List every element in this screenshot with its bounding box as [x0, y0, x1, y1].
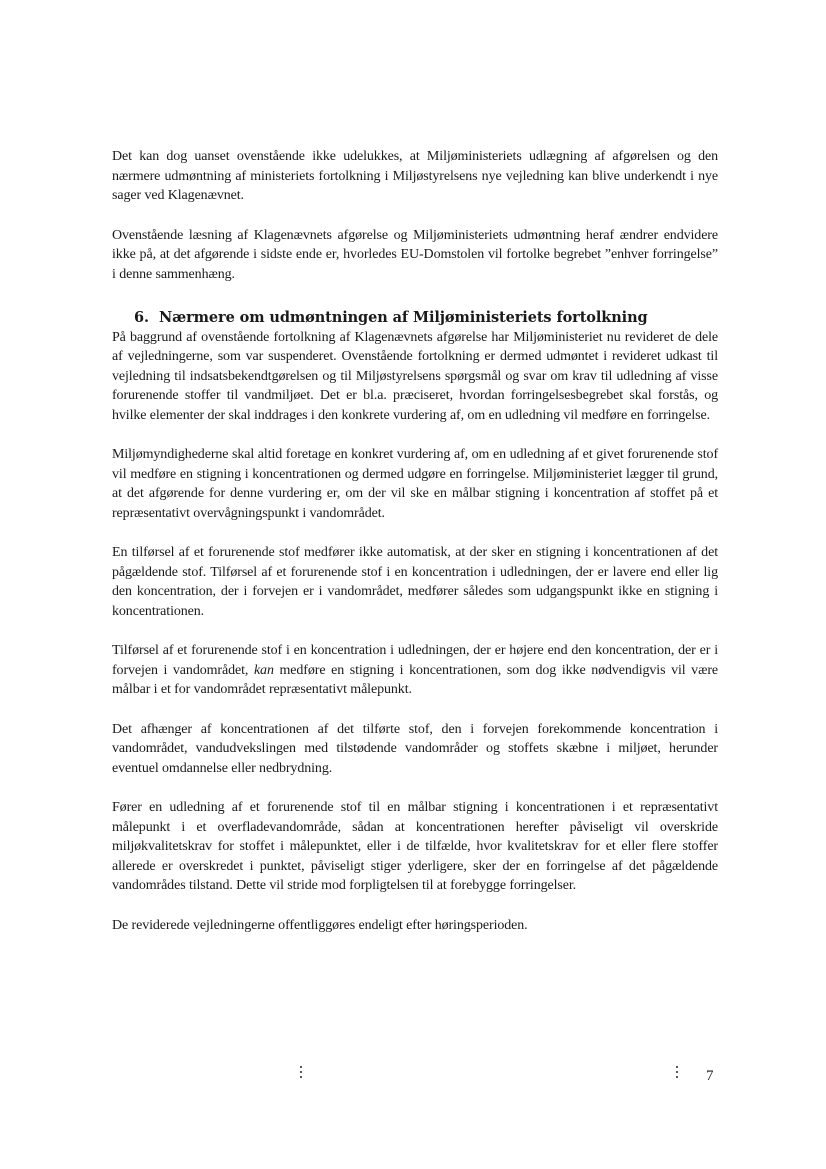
- paragraph-afhaenger: Det afhænger af koncentrationen af det tilførte stof, den i forvejen forekommende koncentration i vandområdet, vandudvekslingen med tilstødende vandområder og stoffets skæbne i miljøet, herunder eventuel omdannelse eller nedbrydning.: [112, 721, 718, 776]
- paragraph-kan-before: Tilførsel af et forurenende stof i en koncentration i udledningen, der er højere end den koncentration, der er i forvejen i vandområdet,: [112, 643, 718, 678]
- section-heading: [112, 308, 718, 328]
- scan-artifact-mark: [300, 1066, 303, 1080]
- paragraph-tilfoersel-lavere: En tilførsel af et forurenende stof medfører ikke automatisk, at der sker en stigning i koncentrationen af det pågældende stof. Tilførsel af et forurenende stof i en koncentration i udledningen, der er lavere end eller lig den koncentration, der i forvejen er i vandområdet, medfører således som udgangspunkt ikke en stigning i koncentrationen.: [112, 545, 718, 619]
- paragraph-tilfoersel-hoejere: [112, 641, 718, 700]
- page-number: 7: [706, 1068, 714, 1084]
- paragraph-konkret-vurdering: Miljømyndighederne skal altid foretage en konkret vurdering af, om en udledning af et givet forurenende stof vil medføre en stigning i koncentrationen og dermed udgøre en forringelse. Miljøministeriet lægger til grund, at det afgørende for denne vurdering er, om der vil ske en målbar stigning i koncentration af stoffet på et repræsentativt overvågningspunkt i vandområdet.: [112, 447, 718, 521]
- paragraph-klagenaevnet-underkendt: Det kan dog uanset ovenstående ikke udelukkes, at Miljøministeriets udlægning af afgørelsen og den nærmere udmøntning af ministeriets fortolkning i Miljøstyrelsens nye vejledning kan blive underkendt i nye sager ved Klagenævnet.: [112, 149, 718, 203]
- section-number: 6.: [134, 309, 149, 326]
- paragraph-eu-domstolen: Ovenstående læsning af Klagenævnets afgørelse og Miljøministeriets udmøntning heraf ændrer endvidere ikke på, at det afgørende i sidste ende er, hvorledes EU-Domstolen vil fortolke begrebet ”enhver forringelse” i denne sammenhæng.: [112, 227, 718, 282]
- paragraph-kan-after: medføre en stigning i koncentrationen, som dog ikke nødvendigvis vil være målbar i et for vandområdet repræsentativt målepunkt.: [112, 662, 718, 697]
- paragraph-revideret-vejledning: På baggrund af ovenstående fortolkning af Klagenævnets afgørelse har Miljøministeriet nu revideret de dele af vejledningerne, som var suspenderet. Ovenstående fortolkning er dermed udmøntet i revideret udkast til vejledning til indsatsbekendtgørelsen og til Miljøstyrelsens spørgsmål og svar om krav til udledning af visse forurenende stoffer til vandmiljøet. Det er bl.a. præciseret, hvordan forringelsesbegrebet skal forstås, og hvilke elementer der skal inddrages i den konkrete vurdering af, om en udledning vil medføre en forringelse.: [112, 329, 718, 423]
- emphasis-kan: kan: [253, 662, 274, 678]
- scan-artifact-mark: [676, 1066, 679, 1080]
- page-body: [112, 147, 718, 955]
- paragraph-maalbar-stigning: Fører en udledning af et forurenende stof til en målbar stigning i koncentrationen i et repræsentativt målepunkt i et overfladevandområde, sådan at koncentrationen herefter påviseligt vil overskride miljøkvalitetskrav for stoffet i målepunktet, eller i de tilfælde, hvor kvalitetskrav for et eller flere stoffer allerede er overskredet i punktet, påviseligt stiger yderligere, sker der en forringelse af det pågældende vandområdes tilstand. Dette vil stride mod forpligtelsen til at forebygge forringelser.: [112, 800, 718, 893]
- paragraph-offentliggoeres: De reviderede vejledningerne offentliggøres endeligt efter høringsperioden.: [112, 917, 528, 933]
- section-title: Nærmere om udmøntningen af Miljøministeriets fortolkning: [158, 309, 648, 326]
